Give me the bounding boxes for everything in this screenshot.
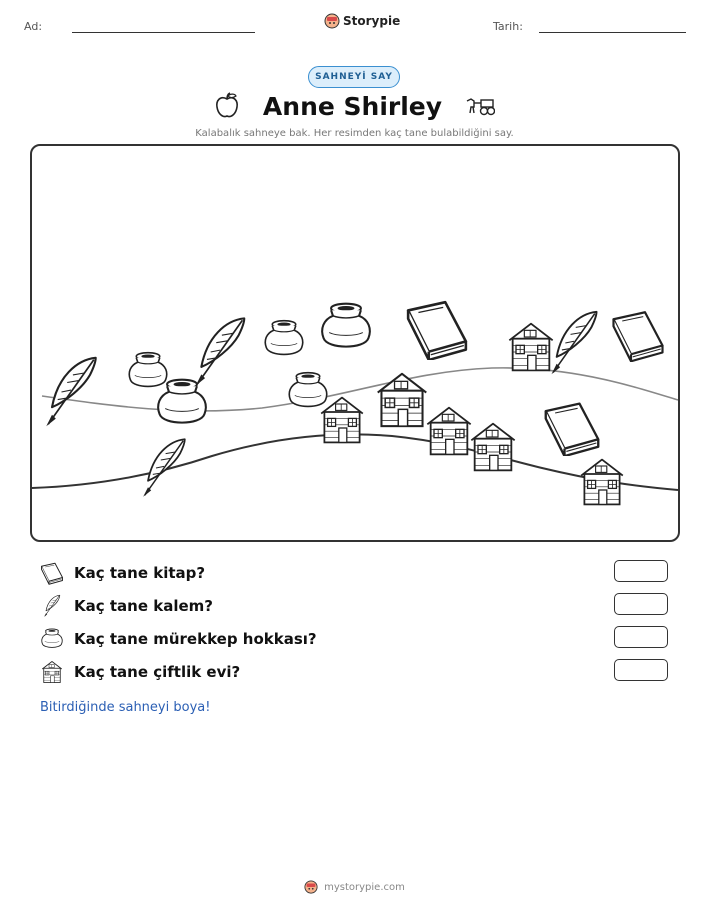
- question-row: [40, 560, 680, 586]
- title-text: Anne Shirley: [262, 92, 443, 121]
- answer-box[interactable]: [614, 560, 668, 582]
- scene-inkwell: [322, 304, 370, 347]
- scene-farmhouse: [471, 424, 514, 471]
- book-icon: [40, 561, 64, 585]
- scene-farmhouse: [378, 374, 427, 426]
- question-text: Kaç tane kitap?: [74, 564, 206, 582]
- footer: [0, 880, 709, 894]
- quill-icon: [40, 594, 64, 618]
- scene-book: [408, 302, 466, 360]
- brand-name: Storypie: [343, 14, 401, 28]
- farmhouse-icon: [40, 660, 64, 684]
- horse-cart-icon: [465, 95, 495, 117]
- footer-url[interactable]: mystorypie.com: [324, 881, 405, 893]
- answer-box[interactable]: [614, 626, 668, 648]
- scene-farmhouse: [321, 398, 363, 443]
- scene-drawing: [32, 146, 678, 540]
- storypie-logo: [324, 13, 400, 29]
- question-text: Kaç tane mürekkep hokkası?: [74, 630, 317, 648]
- answer-box[interactable]: [614, 659, 668, 681]
- answer-box[interactable]: [614, 593, 668, 615]
- scene-book: [546, 404, 599, 457]
- scene-inkwell: [289, 373, 326, 407]
- question-row: [40, 593, 680, 619]
- instructions: Kalabalık sahneye bak. Her resimden kaç tane bulabildiğini say.: [195, 128, 514, 139]
- activity-badge: SAHNEYİ SAY: [308, 66, 400, 88]
- scene-farmhouse: [509, 324, 552, 371]
- storypie-mascot-icon: [324, 13, 340, 29]
- scene-quill: [551, 312, 596, 374]
- scene-quill: [46, 358, 95, 426]
- date-label: Tarih:: [493, 20, 523, 33]
- scene-quill: [196, 318, 245, 385]
- scene-farmhouse: [581, 460, 623, 505]
- scene-book: [614, 312, 663, 361]
- scene-quill: [143, 439, 185, 497]
- question-row: [40, 659, 680, 685]
- question-row: [40, 626, 680, 652]
- page-title: [0, 91, 709, 121]
- inkwell-icon: [40, 627, 64, 651]
- date-field-line[interactable]: [539, 32, 686, 33]
- apple-icon: [214, 91, 240, 119]
- name-label: Ad:: [24, 20, 43, 33]
- scene-farmhouse: [427, 408, 470, 455]
- counting-scene: [30, 144, 680, 542]
- question-text: Kaç tane kalem?: [74, 597, 213, 615]
- name-field-line[interactable]: [72, 32, 255, 33]
- storypie-mascot-icon: [304, 880, 318, 894]
- scene-inkwell: [265, 321, 302, 355]
- finish-instruction: Bitirdiğinde sahneyi boya!: [40, 700, 211, 715]
- question-text: Kaç tane çiftlik evi?: [74, 663, 241, 681]
- scene-inkwell: [129, 353, 166, 387]
- scene-inkwell: [158, 380, 206, 423]
